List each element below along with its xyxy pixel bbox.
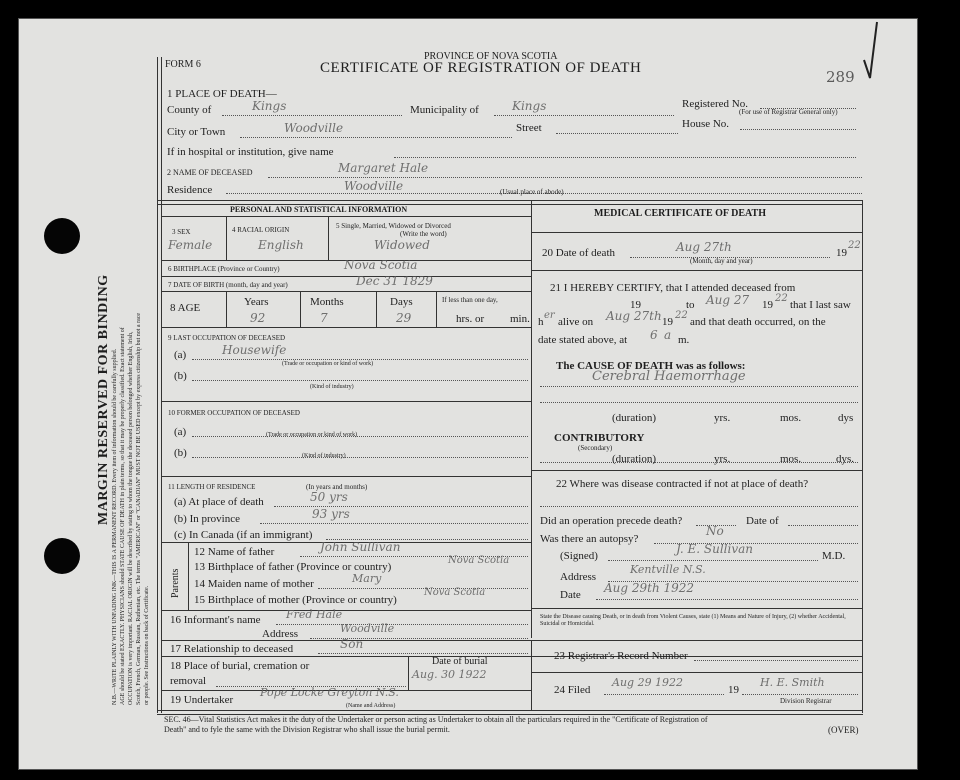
former-occupation-b-line (192, 457, 528, 458)
death-date-value: Aug 27th (676, 240, 732, 254)
contributory-note: (Secondary) (578, 444, 613, 452)
footer-line-1: SEC. 46—Vital Statistics Act makes it the duty of the Undertaker or person acting as Undertaker to obtain all the particulars required in the "Certificate of Registration of (164, 715, 708, 724)
county-label: County of (167, 104, 212, 116)
operation-label: Did an operation precede death? (540, 515, 683, 527)
registered-note: (For use of Registrar General only) (739, 108, 838, 116)
last-occupation-a-line (192, 359, 528, 360)
certify-alive-year-value: 22 (675, 310, 688, 321)
medical-rule-1 (531, 232, 862, 233)
less-than-day-label: If less than one day, (442, 296, 498, 304)
birthplace-value: Nova Scotia (344, 258, 418, 272)
at-place-value: 50 yrs (310, 490, 348, 504)
signed-value: J. E. Sullivan (676, 542, 754, 556)
yrs-label-2: yrs. (714, 453, 731, 465)
certify-pronoun-value: er (544, 310, 555, 321)
certificate-title: CERTIFICATE OF REGISTRATION OF DEATH (320, 60, 642, 76)
marital-value: Widowed (374, 238, 430, 252)
form-number: FORM 6 (165, 59, 201, 70)
days-label: Days (390, 296, 413, 308)
yrs-label-1: yrs. (714, 412, 731, 424)
corner-number: 289 (826, 68, 855, 86)
former-occupation-industry-note: (Kind of industry) (302, 453, 346, 459)
informant-rule (161, 610, 531, 611)
city-line (240, 137, 512, 138)
in-province-value: 93 yrs (312, 507, 350, 521)
informant-label: 16 Informant's name (170, 614, 261, 626)
certify-from-year: 19 (630, 299, 641, 311)
age-divider-1 (226, 291, 227, 327)
months-label: Months (310, 296, 344, 308)
residence-length-rule (161, 476, 531, 477)
province-heading: PROVINCE OF NOVA SCOTIA (424, 51, 558, 62)
former-occupation-trade-note: (Trade or occupation or kind of work) (266, 432, 358, 438)
filed-value: Aug 29 1922 (612, 676, 684, 689)
place-of-death-heading: 1 PLACE OF DEATH— (167, 88, 277, 100)
check-mark-icon (860, 20, 880, 80)
dob-value: Dec 31 1829 (356, 274, 433, 288)
certify-to-year: 19 (762, 299, 773, 311)
house-line (740, 129, 856, 130)
marital-note: (Write the word) (400, 230, 447, 238)
relationship-label: 17 Relationship to deceased (170, 643, 294, 655)
years-value: 92 (250, 311, 266, 325)
cause-value: Cerebral Haemorrhage (592, 369, 746, 384)
undertaker-label: 19 Undertaker (170, 694, 234, 706)
margin-binding-label: MARGIN RESERVED FOR BINDING (96, 274, 111, 525)
operation-date-line (788, 525, 858, 526)
operation-date-label: Date of (746, 515, 779, 527)
name-line (268, 177, 862, 178)
sex-value: Female (168, 238, 213, 252)
certify-pronoun: h (538, 316, 544, 328)
personal-rule (161, 216, 531, 217)
last-occupation-industry-note: (Kind of industry) (310, 384, 354, 390)
contributory-label: CONTRIBUTORY (554, 432, 645, 444)
last-occupation-trade-note: (Trade or occupation or kind of work) (282, 361, 374, 367)
certify-to: to (686, 299, 695, 311)
filed-label: 24 Filed (554, 684, 591, 696)
dys-label-2: dys. (836, 453, 855, 465)
dob-rule (161, 276, 531, 277)
racial-value: English (258, 238, 304, 252)
relationship-value: Son (340, 637, 364, 651)
physician-date-line (596, 599, 858, 600)
autopsy-value: No (706, 524, 724, 538)
street-line (556, 133, 678, 134)
at-place-label: (a) At place of death (174, 496, 264, 508)
parents-side-label: Parents (170, 568, 181, 598)
residence-value: Woodville (344, 179, 404, 193)
father-name-value: John Sullivan (320, 540, 401, 554)
burial-rule (161, 656, 863, 657)
house-label: House No. (682, 118, 730, 130)
min-label: min. (510, 313, 530, 325)
signed-label: (Signed) (560, 550, 598, 562)
margin-notice-2: AGE should be stated EXACTLY. PHYSICIANS should STATE CAUSE OF DEATH in plain terms, so that it may be properly classified. Exact statement of (120, 327, 126, 705)
dob-label: 7 DATE OF BIRTH (month, day and year) (168, 281, 288, 289)
margin-notice-1: N.B.—WRITE PLAINLY WITH UNFADING INK—THIS IS A PERMANENT RECORD. Every item of information should be carefully supplied. (112, 348, 118, 705)
former-occupation-b: (b) (174, 447, 187, 459)
filed-rule (531, 672, 862, 673)
undertaker-value: Pope Locke Greyton N.S. (260, 686, 399, 699)
certify-to-value: Aug 27 (706, 293, 750, 307)
margin-notice-5: or people. See Instructions on back of Certificate. (144, 585, 150, 705)
parents-divider (188, 542, 189, 610)
medical-rule-4 (531, 608, 862, 609)
hrs-label: hrs. or (456, 313, 485, 325)
racial-divider (328, 216, 329, 260)
division-registrar-label: Division Registrar (780, 697, 832, 705)
certify-last-saw: that I last saw (790, 299, 851, 311)
certify-ampm-value: a (664, 328, 672, 342)
death-year-value: 22 (848, 240, 861, 251)
burial-date-value: Aug. 30 1922 (412, 668, 487, 681)
burial-label: 18 Place of burial, cremation or (170, 660, 310, 672)
certify-time-value: 6 (650, 328, 658, 342)
days-value: 29 (396, 311, 412, 325)
name-label: 2 NAME OF DECEASED (167, 168, 253, 177)
md-label: M.D. (822, 550, 846, 562)
county-line (222, 115, 402, 116)
registrar-record-line (694, 660, 858, 661)
margin-notice-4: Scotch, French, German, Russian, Ruthenian, etc. The terms "AMERICAN" or "CANADIAN" MUST NOT BE USED except by express citizenship but not a race (136, 312, 142, 705)
residence-note: (Usual place of abode) (500, 188, 564, 196)
former-occupation-a: (a) (174, 426, 187, 438)
certify-time-label: date stated above, at (538, 334, 628, 346)
duration-label-1: (duration) (612, 412, 656, 424)
last-occupation-value: Housewife (222, 343, 287, 357)
mother-name-value: Mary (352, 572, 382, 585)
dys-label-1: dys (838, 412, 854, 424)
street-label: Street (516, 122, 542, 134)
certify-to-year-value: 22 (775, 293, 788, 304)
length-of-residence-label: 11 LENGTH OF RESIDENCE (168, 483, 256, 491)
mother-name-line (318, 588, 528, 589)
autopsy-label: Was there an autopsy? (540, 533, 639, 545)
duration-label-2: (duration) (612, 453, 656, 465)
certify-line-1: 21 I HEREBY CERTIFY, that I attended deceased from (550, 282, 796, 294)
mother-name-label: 14 Maiden name of mother (194, 578, 314, 590)
former-rule (161, 401, 531, 402)
in-province-label: (b) In province (174, 513, 240, 525)
last-occupation-b-line (192, 380, 528, 381)
father-birthplace-label: 13 Birthplace of father (Province or country) (194, 561, 392, 573)
age-divider-4 (436, 291, 437, 327)
city-label: City or Town (167, 126, 226, 138)
county-value: Kings (252, 99, 287, 113)
death-year-label: 19 (836, 247, 847, 259)
certify-alive-year: 19 (662, 316, 673, 328)
in-canada-label: (c) In Canada (if an immigrant) (174, 529, 313, 541)
occupation-rule (161, 327, 531, 328)
personal-heading: PERSONAL AND STATISTICAL INFORMATION (230, 205, 408, 214)
city-value: Woodville (284, 121, 344, 135)
mother-birthplace-value: Nova Scotia (424, 587, 486, 598)
physician-address-label: Address (560, 571, 597, 583)
burial-date-divider (408, 656, 409, 690)
medical-footnote: State the Disease causing Death, or in death from Violent Causes, state (1) Means and Nature of Injury, (2) whether Accidental, Suicidal or Homicidal. (540, 614, 846, 627)
medical-rule-3 (531, 470, 862, 471)
informant-address-label: Address (262, 628, 299, 640)
over-label: (OVER) (828, 725, 859, 735)
deceased-name-value: Margaret Hale (338, 161, 429, 175)
registrar-signature-value: H. E. Smith (760, 676, 825, 689)
racial-label: 4 RACIAL ORIGIN (232, 226, 290, 234)
hospital-line (394, 157, 856, 158)
municipality-label: Municipality of (410, 104, 479, 116)
length-of-residence-note: (In years and months) (306, 483, 368, 491)
medical-heading: MEDICAL CERTIFICATE OF DEATH (594, 208, 766, 219)
registrar-record-label: 23 Registrar's Record Number (554, 650, 688, 662)
disease-contracted-label: 22 Where was disease contracted if not at place of death? (556, 478, 809, 490)
marital-label: 5 Single, Married, Widowed or Divorced (336, 222, 451, 230)
cause-line-2 (540, 402, 858, 403)
informant-value: Fred Hale (286, 608, 343, 621)
sex-divider (226, 216, 227, 260)
mother-birthplace-label: 15 Birthplace of mother (Province or country) (194, 594, 397, 606)
municipality-value: Kings (512, 99, 547, 113)
cause-label: The CAUSE OF DEATH was as follows: (556, 360, 746, 372)
registered-label: Registered No. (682, 98, 748, 110)
binder-hole-bottom (44, 538, 80, 574)
municipality-line (494, 115, 674, 116)
right-frame-rule (862, 200, 863, 713)
filed-year: 19 (728, 684, 739, 696)
death-date-note: (Month, day and year) (690, 257, 753, 265)
death-date-label: 20 Date of death (542, 247, 615, 259)
residence-label: Residence (167, 184, 213, 196)
column-divider-lower (531, 640, 532, 710)
margin-notice-3: OCCUPATION is very important. RACIAL ORIGIN will be described by stating to whom the tongue the deceased person belonged whether English, Irish, (128, 331, 134, 705)
relationship-rule (161, 640, 863, 641)
mos-label-1: mos. (780, 412, 802, 424)
column-divider (531, 200, 532, 638)
registrar-line (742, 694, 858, 695)
burial-label-2: removal (170, 675, 207, 687)
last-occupation-a: (a) (174, 349, 187, 361)
certify-alive-on: alive on (558, 316, 594, 328)
last-occupation-b: (b) (174, 370, 187, 382)
age-divider-2 (300, 291, 301, 327)
relationship-line (318, 653, 528, 654)
filed-line (604, 694, 724, 695)
in-province-line (260, 523, 528, 524)
undertaker-note: (Name and Address) (346, 703, 396, 709)
signed-line (608, 560, 818, 561)
birthplace-label: 6 BIRTHPLACE (Province or Country) (168, 265, 280, 273)
certify-death-occurred: and that death occurred, on the (690, 316, 826, 328)
father-name-label: 12 Name of father (194, 546, 275, 558)
hospital-label: If in hospital or institution, give name (167, 146, 334, 158)
informant-line (276, 624, 528, 625)
age-rule (161, 291, 531, 292)
years-label: Years (244, 296, 269, 308)
certify-alive-value: Aug 27th (606, 309, 662, 323)
informant-address-value: Woodville (340, 622, 395, 635)
age-divider-3 (376, 291, 377, 327)
footer-line-2: Death" and to fyle the same with the Division Registrar who shall issue the burial permit. (164, 725, 450, 734)
cause-line-1 (540, 386, 858, 387)
physician-date-label: Date (560, 589, 581, 601)
disease-contracted-line (540, 506, 858, 507)
burial-date-label: Date of burial (432, 656, 488, 667)
former-occupation-label: 10 FORMER OCCUPATION OF DECEASED (168, 409, 300, 417)
sex-label: 3 SEX (172, 228, 191, 236)
contributory-line (540, 462, 858, 463)
certify-time-suffix: m. (678, 334, 690, 346)
last-occupation-label: 9 LAST OCCUPATION OF DECEASED (168, 334, 286, 342)
months-value: 7 (320, 311, 328, 325)
father-birthplace-value: Nova Scotia (448, 555, 510, 566)
binder-hole-top (44, 218, 80, 254)
physician-address-value: Kentville N.S. (630, 563, 706, 576)
left-frame-rule-inner (161, 57, 162, 713)
registered-line (760, 108, 856, 109)
physician-date-value: Aug 29th 1922 (604, 581, 695, 595)
age-label: 8 AGE (170, 302, 201, 314)
medical-rule-2 (531, 270, 862, 271)
left-frame-rule (157, 57, 158, 713)
mos-label-2: mos. (780, 453, 802, 465)
former-occupation-a-line (192, 436, 528, 437)
